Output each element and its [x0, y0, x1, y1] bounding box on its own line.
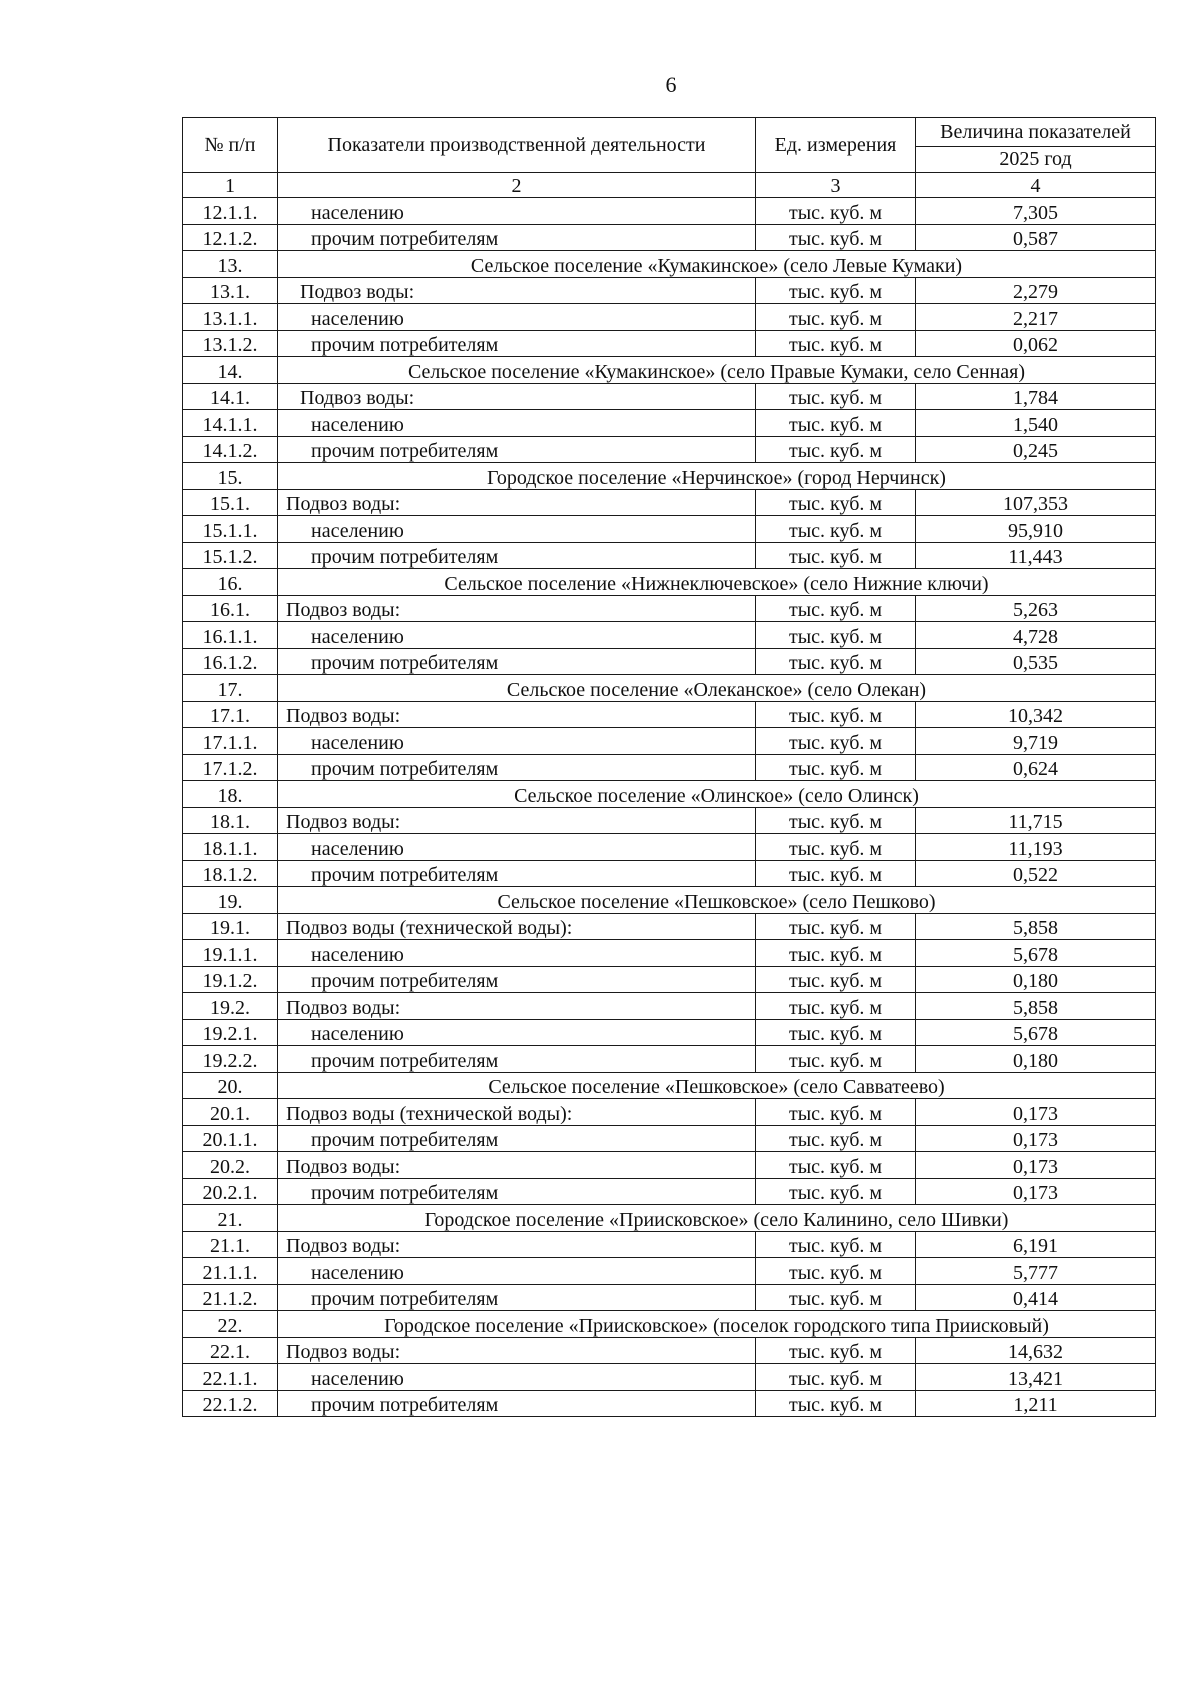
indicator-label: прочим потребителям: [278, 860, 756, 887]
indicator-label: прочим потребителям: [278, 966, 756, 993]
section-title: Сельское поселение «Кумакинское» (село Правые Кумаки, село Сенная): [278, 357, 1156, 384]
table-row: [183, 1152, 1156, 1179]
indicator-label: населению: [278, 834, 756, 861]
value-cell: 11,193: [916, 834, 1156, 861]
indicator-label: Подвоз воды:: [278, 993, 756, 1020]
section-row: [183, 463, 1156, 490]
section-row: [183, 1072, 1156, 1099]
indicator-label: населению: [278, 940, 756, 967]
indicator-label: Подвоз воды:: [278, 277, 756, 304]
row-number: 22.1.1.: [183, 1364, 278, 1391]
header-year: 2025 год: [916, 147, 1156, 173]
row-number: 18.1.1.: [183, 834, 278, 861]
row-number: 21.1.1.: [183, 1258, 278, 1285]
value-cell: 0,062: [916, 330, 1156, 357]
value-cell: 0,180: [916, 966, 1156, 993]
row-number: 18.: [183, 781, 278, 808]
value-cell: 6,191: [916, 1231, 1156, 1258]
table-row: [183, 622, 1156, 649]
unit-cell: тыс. куб. м: [756, 1284, 916, 1311]
value-cell: 0,180: [916, 1046, 1156, 1073]
section-row: [183, 781, 1156, 808]
unit-cell: тыс. куб. м: [756, 198, 916, 225]
row-number: 20.1.1.: [183, 1125, 278, 1152]
table-row: [183, 1364, 1156, 1391]
indicator-label: Подвоз воды:: [278, 1152, 756, 1179]
row-number: 12.1.2.: [183, 224, 278, 251]
row-number: 13.: [183, 251, 278, 278]
row-number: 12.1.1.: [183, 198, 278, 225]
unit-cell: тыс. куб. м: [756, 489, 916, 516]
column-number: 4: [916, 173, 1156, 198]
value-cell: 0,522: [916, 860, 1156, 887]
table-row: [183, 1390, 1156, 1417]
table-row: [183, 993, 1156, 1020]
table-body: [183, 173, 1156, 1417]
table-row: [183, 966, 1156, 993]
unit-cell: тыс. куб. м: [756, 1364, 916, 1391]
unit-cell: тыс. куб. м: [756, 1258, 916, 1285]
indicator-label: прочим потребителям: [278, 754, 756, 781]
table-row: [183, 198, 1156, 225]
value-cell: 7,305: [916, 198, 1156, 225]
indicator-label: населению: [278, 1019, 756, 1046]
table-row: [183, 834, 1156, 861]
unit-cell: тыс. куб. м: [756, 383, 916, 410]
table-row: [183, 1178, 1156, 1205]
table-row: [183, 1099, 1156, 1126]
indicator-label: Подвоз воды:: [278, 383, 756, 410]
table-row: [183, 277, 1156, 304]
unit-cell: тыс. куб. м: [756, 940, 916, 967]
unit-cell: тыс. куб. м: [756, 807, 916, 834]
indicator-label: прочим потребителям: [278, 1390, 756, 1417]
value-cell: 13,421: [916, 1364, 1156, 1391]
value-cell: 0,245: [916, 436, 1156, 463]
table-row: [183, 648, 1156, 675]
header-value-group: Величина показателей: [916, 118, 1156, 147]
table-row: [183, 516, 1156, 543]
row-number: 18.1.2.: [183, 860, 278, 887]
row-number: 16.1.1.: [183, 622, 278, 649]
section-title: Сельское поселение «Олеканское» (село Олекан): [278, 675, 1156, 702]
row-number: 15.1.: [183, 489, 278, 516]
indicator-label: Подвоз воды (технической воды):: [278, 1099, 756, 1126]
table-row: [183, 410, 1156, 437]
table-row: [183, 1337, 1156, 1364]
indicator-label: населению: [278, 728, 756, 755]
section-title: Городское поселение «Приисковское» (поселок городского типа Приисковый): [278, 1311, 1156, 1338]
row-number: 15.: [183, 463, 278, 490]
row-number: 20.2.1.: [183, 1178, 278, 1205]
header-unit: Ед. измерения: [756, 118, 916, 173]
value-cell: 0,173: [916, 1125, 1156, 1152]
section-row: [183, 675, 1156, 702]
indicator-label: Подвоз воды:: [278, 807, 756, 834]
section-row: [183, 357, 1156, 384]
table-row: [183, 542, 1156, 569]
table-row: [183, 728, 1156, 755]
row-number: 19.2.1.: [183, 1019, 278, 1046]
value-cell: 0,535: [916, 648, 1156, 675]
value-cell: 5,263: [916, 595, 1156, 622]
value-cell: 4,728: [916, 622, 1156, 649]
row-number: 19.1.: [183, 913, 278, 940]
value-cell: 0,624: [916, 754, 1156, 781]
unit-cell: тыс. куб. м: [756, 1125, 916, 1152]
value-cell: 0,414: [916, 1284, 1156, 1311]
column-number: 1: [183, 173, 278, 198]
row-number: 19.2.2.: [183, 1046, 278, 1073]
value-cell: 0,173: [916, 1099, 1156, 1126]
unit-cell: тыс. куб. м: [756, 277, 916, 304]
indicator-label: населению: [278, 410, 756, 437]
unit-cell: тыс. куб. м: [756, 304, 916, 331]
section-title: Городское поселение «Приисковское» (село Калинино, село Шивки): [278, 1205, 1156, 1232]
unit-cell: тыс. куб. м: [756, 1390, 916, 1417]
indicator-label: прочим потребителям: [278, 330, 756, 357]
row-number: 17.1.1.: [183, 728, 278, 755]
row-number: 14.1.2.: [183, 436, 278, 463]
section-row: [183, 1311, 1156, 1338]
indicators-table: [182, 117, 1156, 1417]
unit-cell: тыс. куб. м: [756, 1178, 916, 1205]
header-num: № п/п: [183, 118, 278, 173]
unit-cell: тыс. куб. м: [756, 622, 916, 649]
table-row: [183, 1284, 1156, 1311]
row-number: 16.1.: [183, 595, 278, 622]
unit-cell: тыс. куб. м: [756, 728, 916, 755]
row-number: 19.2.: [183, 993, 278, 1020]
unit-cell: тыс. куб. м: [756, 993, 916, 1020]
row-number: 19.1.2.: [183, 966, 278, 993]
indicator-label: Подвоз воды:: [278, 595, 756, 622]
row-number: 14.: [183, 357, 278, 384]
indicator-label: населению: [278, 1364, 756, 1391]
indicator-label: прочим потребителям: [278, 224, 756, 251]
indicator-label: населению: [278, 516, 756, 543]
value-cell: 5,678: [916, 1019, 1156, 1046]
value-cell: 1,784: [916, 383, 1156, 410]
row-number: 21.1.2.: [183, 1284, 278, 1311]
table-row: [183, 383, 1156, 410]
row-number: 16.: [183, 569, 278, 596]
row-number: 13.1.: [183, 277, 278, 304]
row-number: 18.1.: [183, 807, 278, 834]
row-number: 20.1.: [183, 1099, 278, 1126]
table-row: [183, 860, 1156, 887]
section-title: Сельское поселение «Нижнеключевское» (село Нижние ключи): [278, 569, 1156, 596]
section-title: Сельское поселение «Олинское» (село Олинск): [278, 781, 1156, 808]
indicator-label: прочим потребителям: [278, 1125, 756, 1152]
row-number: 17.: [183, 675, 278, 702]
value-cell: 14,632: [916, 1337, 1156, 1364]
unit-cell: тыс. куб. м: [756, 224, 916, 251]
row-number: 22.: [183, 1311, 278, 1338]
table-row: [183, 1019, 1156, 1046]
row-number: 16.1.2.: [183, 648, 278, 675]
unit-cell: тыс. куб. м: [756, 1019, 916, 1046]
table-row: [183, 489, 1156, 516]
value-cell: 1,540: [916, 410, 1156, 437]
value-cell: 10,342: [916, 701, 1156, 728]
unit-cell: тыс. куб. м: [756, 330, 916, 357]
row-number: 21.: [183, 1205, 278, 1232]
column-number: 3: [756, 173, 916, 198]
indicator-label: населению: [278, 304, 756, 331]
value-cell: 1,211: [916, 1390, 1156, 1417]
section-title: Сельское поселение «Кумакинское» (село Левые Кумаки): [278, 251, 1156, 278]
unit-cell: тыс. куб. м: [756, 913, 916, 940]
section-title: Сельское поселение «Пешковское» (село Пешково): [278, 887, 1156, 914]
value-cell: 0,173: [916, 1152, 1156, 1179]
row-number: 17.1.: [183, 701, 278, 728]
value-cell: 5,678: [916, 940, 1156, 967]
indicator-label: Подвоз воды (технической воды):: [278, 913, 756, 940]
value-cell: 2,279: [916, 277, 1156, 304]
section-row: [183, 887, 1156, 914]
row-number: 17.1.2.: [183, 754, 278, 781]
section-title: Городское поселение «Нерчинское» (город Нерчинск): [278, 463, 1156, 490]
unit-cell: тыс. куб. м: [756, 1099, 916, 1126]
value-cell: 0,587: [916, 224, 1156, 251]
unit-cell: тыс. куб. м: [756, 1046, 916, 1073]
table-row: [183, 1125, 1156, 1152]
header-indicators: Показатели производственной деятельности: [278, 118, 756, 173]
row-number: 19.1.1.: [183, 940, 278, 967]
table-row: [183, 330, 1156, 357]
row-number: 14.1.1.: [183, 410, 278, 437]
row-number: 15.1.1.: [183, 516, 278, 543]
indicator-label: населению: [278, 622, 756, 649]
table-row: [183, 304, 1156, 331]
section-title: Сельское поселение «Пешковское» (село Савватеево): [278, 1072, 1156, 1099]
indicator-label: прочим потребителям: [278, 542, 756, 569]
table-row: [183, 807, 1156, 834]
unit-cell: тыс. куб. м: [756, 834, 916, 861]
row-number: 13.1.2.: [183, 330, 278, 357]
section-row: [183, 251, 1156, 278]
unit-cell: тыс. куб. м: [756, 1231, 916, 1258]
row-number: 22.1.2.: [183, 1390, 278, 1417]
table-row: [183, 754, 1156, 781]
value-cell: 0,173: [916, 1178, 1156, 1205]
row-number: 21.1.: [183, 1231, 278, 1258]
page-number: 6: [665, 72, 677, 97]
table-row: [183, 940, 1156, 967]
unit-cell: тыс. куб. м: [756, 860, 916, 887]
row-number: 14.1.: [183, 383, 278, 410]
row-number: 20.: [183, 1072, 278, 1099]
indicator-label: Подвоз воды:: [278, 1337, 756, 1364]
unit-cell: тыс. куб. м: [756, 516, 916, 543]
indicator-label: прочим потребителям: [278, 1178, 756, 1205]
table-row: [183, 224, 1156, 251]
unit-cell: тыс. куб. м: [756, 1337, 916, 1364]
table-row: [183, 701, 1156, 728]
column-numbers-row: [183, 173, 1156, 198]
section-row: [183, 1205, 1156, 1232]
row-number: 19.: [183, 887, 278, 914]
table-row: [183, 595, 1156, 622]
value-cell: 9,719: [916, 728, 1156, 755]
table-row: [183, 1046, 1156, 1073]
unit-cell: тыс. куб. м: [756, 754, 916, 781]
indicator-label: населению: [278, 198, 756, 225]
unit-cell: тыс. куб. м: [756, 1152, 916, 1179]
unit-cell: тыс. куб. м: [756, 436, 916, 463]
value-cell: 5,777: [916, 1258, 1156, 1285]
table-row: [183, 1231, 1156, 1258]
indicator-label: Подвоз воды:: [278, 1231, 756, 1258]
table-row: [183, 436, 1156, 463]
indicator-label: Подвоз воды:: [278, 701, 756, 728]
section-row: [183, 569, 1156, 596]
row-number: 20.2.: [183, 1152, 278, 1179]
value-cell: 107,353: [916, 489, 1156, 516]
value-cell: 11,715: [916, 807, 1156, 834]
value-cell: 2,217: [916, 304, 1156, 331]
unit-cell: тыс. куб. м: [756, 410, 916, 437]
value-cell: 95,910: [916, 516, 1156, 543]
row-number: 22.1.: [183, 1337, 278, 1364]
unit-cell: тыс. куб. м: [756, 701, 916, 728]
table-row: [183, 913, 1156, 940]
value-cell: 5,858: [916, 993, 1156, 1020]
row-number: 13.1.1.: [183, 304, 278, 331]
indicator-label: Подвоз воды:: [278, 489, 756, 516]
indicator-label: прочим потребителям: [278, 648, 756, 675]
indicator-label: прочим потребителям: [278, 436, 756, 463]
unit-cell: тыс. куб. м: [756, 542, 916, 569]
unit-cell: тыс. куб. м: [756, 648, 916, 675]
indicator-label: прочим потребителям: [278, 1046, 756, 1073]
indicator-label: прочим потребителям: [278, 1284, 756, 1311]
table-row: [183, 1258, 1156, 1285]
indicator-label: населению: [278, 1258, 756, 1285]
unit-cell: тыс. куб. м: [756, 966, 916, 993]
value-cell: 5,858: [916, 913, 1156, 940]
column-number: 2: [278, 173, 756, 198]
row-number: 15.1.2.: [183, 542, 278, 569]
value-cell: 11,443: [916, 542, 1156, 569]
unit-cell: тыс. куб. м: [756, 595, 916, 622]
